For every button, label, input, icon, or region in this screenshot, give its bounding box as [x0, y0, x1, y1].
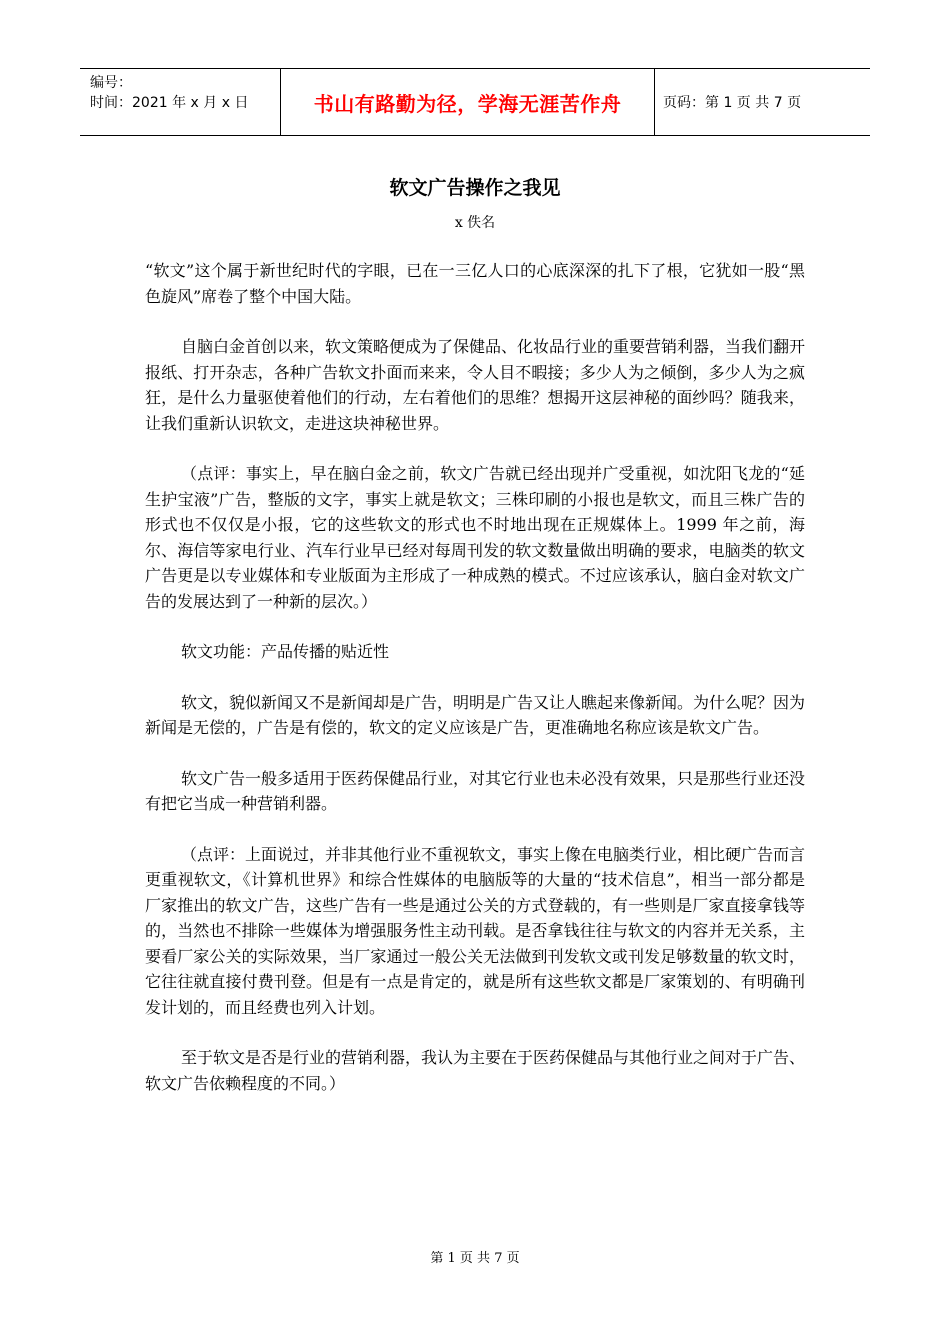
body-paragraph: 软文广告一般多适用于医药保健品行业，对其它行业也未必没有效果，只是那些行业还没有把它当成一种营销利器。 [145, 768, 806, 813]
section-heading: 软文功能：产品传播的贴近性 [181, 642, 390, 661]
body-paragraph: （点评：事实上，早在脑白金之前，软文广告就已经出现并广受重视，如沈阳飞龙的“延生护宝液”广告，整版的文字，事实上就是软文；三株印刷的小报也是软文，而且三株广告的形式也不仅仅是小报，它的这些软文的形式也不时地出现在正规媒体上。1999 年之前，海尔、海信等家电行业、汽车行业早已经对每周刊发的软文数量做出明确的要求，电脑类的软文广告更是以专业媒体和专业版面为主形成了一种成熟的模式。不过应该承认，脑白金对软文广告的发展达到了一种新的层次。） [145, 464, 805, 611]
body-paragraph: 自脑白金首创以来，软文策略便成为了保健品、化妆品行业的重要营销利器，当我们翻开报纸、打开杂志，各种广告软文扑面而来来，令人目不暇接；多少人为之倾倒，多少人为之疯狂，是什么力量驱使着他们的行动，左右着他们的思维？想揭开这层神秘的面纱吗？随我来，让我们重新认识软文，走进这块神秘世界。 [145, 337, 806, 433]
body-paragraph: 软文，貌似新闻又不是新闻却是广告，明明是广告又让人瞧起来像新闻。为什么呢？因为新闻是无偿的，广告是有偿的，软文的定义应该是广告，更准确地名称应该是软文广告。 [145, 692, 806, 737]
body-paragraph: 至于软文是否是行业的营销利器，我认为主要在于医药保健品与其他行业之间对于广告、软文广告依赖程度的不同。） [145, 1048, 806, 1093]
header-meta [80, 69, 280, 135]
document-body [145, 258, 805, 1121]
header-page-code: 页码：第 1 页 共 7 页 [663, 95, 802, 111]
header-motto: 书山有路勤为径，学海无涯苦作舟 [280, 69, 655, 135]
document-number-label: 编号： [90, 75, 132, 91]
document-author: x 佚名 [454, 215, 496, 231]
document-time-label: 时间：2021 年 x 月 x 日 [90, 95, 249, 111]
body-paragraph: （点评：上面说过，并非其他行业不重视软文，事实上像在电脑类行业，相比硬广告而言更重视软文，《计算机世界》和综合性媒体的电脑版等的大量的“技术信息”，相当一部分都是厂家推出的软文广告，这些广告有一些是通过公关的方式登载的，有一些则是厂家直接拿钱等的，当然也不排除一些媒体为增强服务性主动刊载。是否拿钱往往与软文的内容并无关系，主要看厂家公关的实际效果，当厂家通过一般公关无法做到刊发软文或刊发足够数量的软文时，它往往就直接付费刊登。但是有一点是肯定的，就是所有这些软文都是厂家策划的、有明确刊发计划的，而且经费也列入计划。 [145, 844, 806, 1017]
document-title: 软文广告操作之我见 [389, 177, 561, 199]
page-footer: 第 1 页 共 7 页 [430, 1251, 520, 1266]
page-header [80, 68, 870, 136]
body-paragraph: “软文”这个属于新世纪时代的字眼，已在一三亿人口的心底深深的扎下了根，它犹如一股“黑色旋风”席卷了整个中国大陆。 [145, 261, 805, 306]
